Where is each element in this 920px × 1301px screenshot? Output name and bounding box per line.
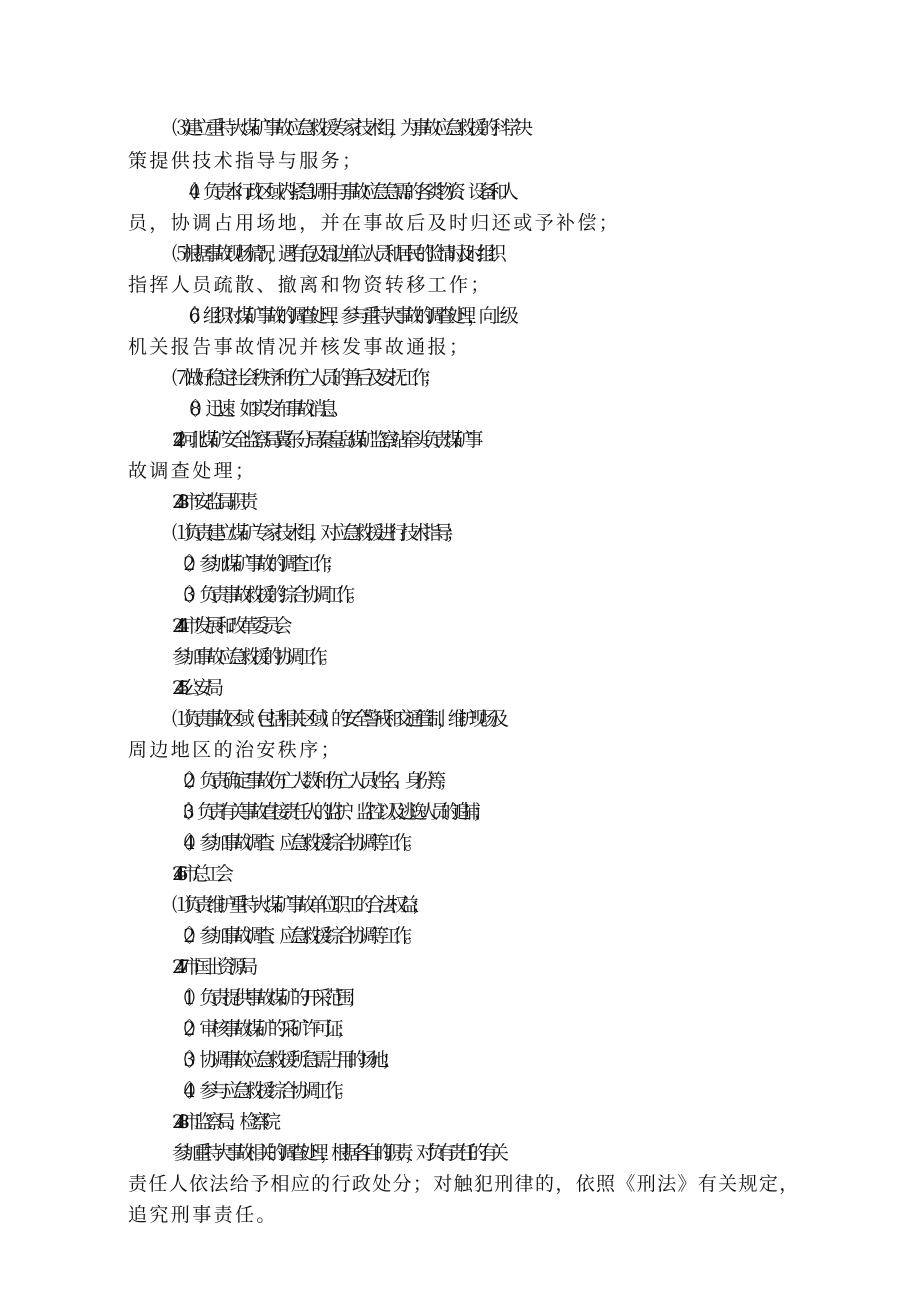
section-heading: 2.4.4市发展和改革委员会 (172, 615, 285, 637)
paragraph-line: （2）审核事故煤矿的采矿许可证； (172, 1018, 348, 1040)
paragraph-line: 参加事故应急救援的协调工作。 (172, 646, 332, 668)
paragraph-line: 追究刑事责任。 (128, 1204, 278, 1226)
paragraph-line: ⑺做好稳定社会秩序和伤亡人员的善后及安抚工作； (172, 367, 435, 389)
paragraph-line: 员，协调占用场地，并在事故后及时归还或予补偿； (128, 212, 621, 234)
paragraph-line: 机关报告事故情况并核发事故通报； (128, 336, 471, 358)
paragraph-line: （2）参加煤矿事故的调查工作； (172, 553, 337, 575)
paragraph-line: ⑴负责事故区域（包括相关区域）的安全警戒和交通管制，维护现场及 (172, 708, 501, 730)
section-heading: 2.4.5公安局 (172, 677, 217, 699)
paragraph-line: （2）负责确定事故伤亡人数和伤亡人员姓名、身份等； (172, 770, 451, 792)
paragraph-line: ⑸根据事故现场情况，遇有危及周边单位人员和居民的险情时,及时组织 (172, 243, 499, 265)
section-heading: 2.4.3市安监局职责 (172, 491, 251, 513)
paragraph-line: （3）负责有关事故直接责任人的监护、监控以及逃逸人员的追捕； (172, 801, 484, 823)
paragraph-line: 2.4.2河北煤矿安全监察局冀东分局秦皇岛煤矿监察站牵头负责煤矿事 (172, 429, 476, 451)
paragraph-line: 参加重特大事故相关的调查处理，根据各自的职责，对负有责任的有关 (172, 1142, 501, 1164)
paragraph-line: （3）协调事故应急救援所急需占用的场地； (172, 1049, 394, 1071)
paragraph-line: （4）负责本行政区域内紧急调用与事故应急急需的各类物资、设备和人 (178, 181, 511, 203)
paragraph-line: ⑴负责维护重特大煤矿事故单位职工的合法权益； (172, 894, 423, 916)
paragraph-line: （2）参加事故调查、应急救援综合协调等工作。 (172, 925, 416, 947)
paragraph-line: （4）参加事故调查、应急救援综合协调等工作。 (172, 832, 416, 854)
paragraph-line: 周边地区的治安秩序； (128, 739, 343, 761)
paragraph-line: （3）负责事故救援的综合协调工作。 (172, 584, 359, 606)
section-heading: 2.4.7市国土资源局 (172, 956, 251, 978)
paragraph-line: ⑶建立重特大煤矿事故应急救援专家技术组，为事故应急救援的科学决 (172, 117, 526, 139)
paragraph-line: 责任人依法给予相应的行政处分；对触犯刑律的，依照《刑法》有关规定， (128, 1173, 800, 1195)
section-heading: 2. 4.6市总工会 (172, 863, 227, 885)
paragraph-line: （8）迅速、如实发布事故消息。 (178, 398, 343, 420)
section-heading: 2.4.8市监察局、检察院 (172, 1111, 274, 1133)
paragraph-line: （4）参与应急救援综合协调工作。 (172, 1080, 348, 1102)
paragraph-line: （6）组织对煤矿事故的调查处理，参与重特大事故的调查处理，向上级 (178, 305, 511, 327)
paragraph-line: ⑴负责建立煤矿专家技术组，对应急救援进行技术指导； (172, 522, 458, 544)
paragraph-line: 指挥人员疏散、撤离和物资转移工作； (128, 274, 492, 296)
paragraph-line: 策提供技术指导与服务； (128, 150, 364, 172)
paragraph-line: （1）负责提供事故煤矿的开采范围； (172, 987, 359, 1009)
paragraph-line: 故调查处理； (128, 460, 257, 482)
